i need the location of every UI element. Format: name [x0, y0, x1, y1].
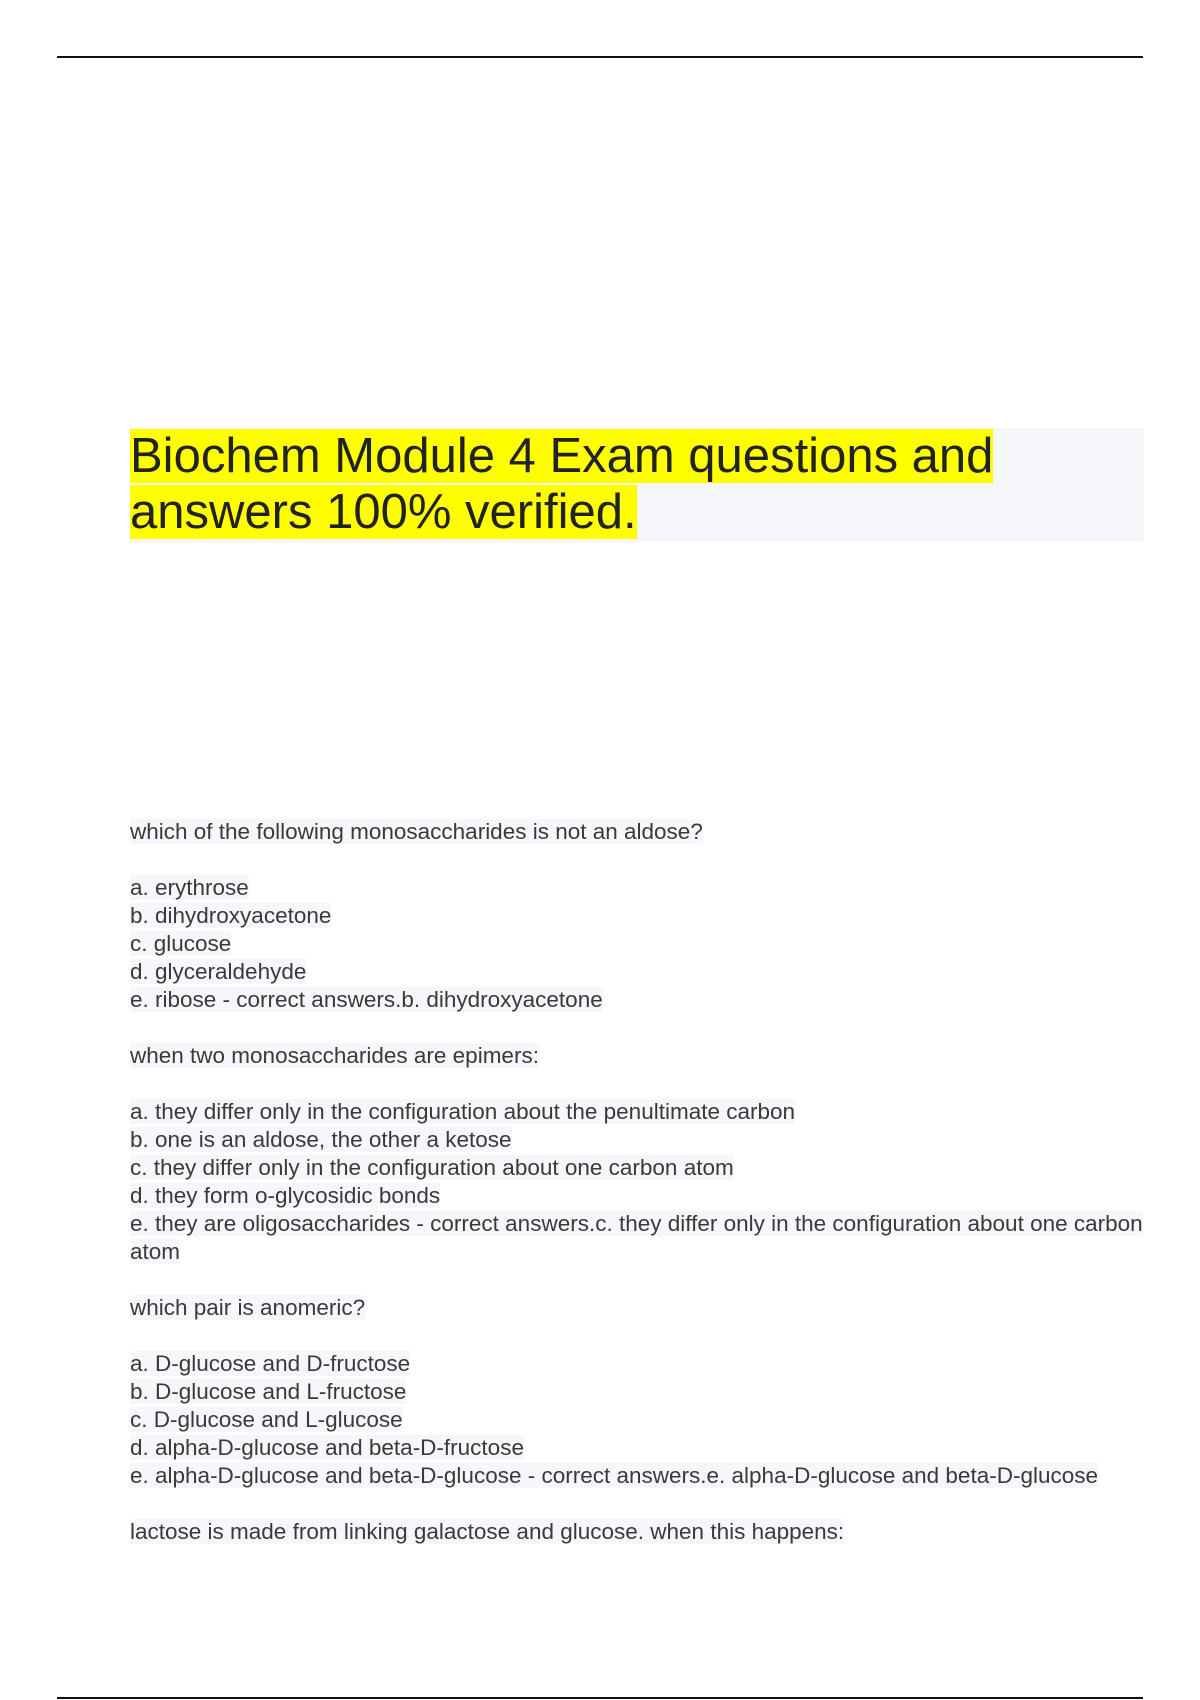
header-rule — [57, 56, 1143, 58]
qa-content — [130, 818, 1144, 1574]
question-block-2 — [130, 1042, 1144, 1266]
option-c: c. glucose — [130, 931, 232, 956]
option-b: b. one is an aldose, the other a ketose — [130, 1127, 512, 1152]
title-block — [130, 428, 1144, 542]
question-text: lactose is made from linking galactose and glucose. when this happens: — [130, 1519, 845, 1544]
option-a: a. erythrose — [130, 875, 249, 900]
option-d: d. they form o-glycosidic bonds — [130, 1183, 441, 1208]
option-a: a. D-glucose and D-fructose — [130, 1351, 411, 1376]
option-c: c. D-glucose and L-glucose — [130, 1407, 403, 1432]
footer-rule — [57, 1697, 1143, 1699]
option-e-answer: e. ribose - correct answers.b. dihydroxyacetone — [130, 987, 603, 1012]
question-block-4 — [130, 1518, 1144, 1546]
document-title — [130, 428, 1030, 540]
option-b: b. dihydroxyacetone — [130, 903, 332, 928]
question-text: when two monosaccharides are epimers: — [130, 1043, 539, 1068]
option-c: c. they differ only in the configuration about one carbon atom — [130, 1155, 734, 1180]
option-e-answer: e. alpha-D-glucose and beta-D-glucose - correct answers.e. alpha-D-glucose and beta-D-glucose — [130, 1463, 1098, 1488]
option-e-answer: e. they are oligosaccharides - correct answers.c. they differ only in the configuration about one carbon atom — [130, 1211, 1143, 1264]
question-text: which pair is anomeric? — [130, 1295, 366, 1320]
title-highlight: Biochem Module 4 Exam questions and answers 100% verified. — [130, 429, 994, 539]
option-d: d. glyceraldehyde — [130, 959, 307, 984]
question-text: which of the following monosaccharides is not an aldose? — [130, 819, 703, 844]
option-b: b. D-glucose and L-fructose — [130, 1379, 407, 1404]
question-block-1 — [130, 818, 1144, 1014]
question-block-3 — [130, 1294, 1144, 1490]
option-a: a. they differ only in the configuration about the penultimate carbon — [130, 1099, 796, 1124]
option-d: d. alpha-D-glucose and beta-D-fructose — [130, 1435, 524, 1460]
